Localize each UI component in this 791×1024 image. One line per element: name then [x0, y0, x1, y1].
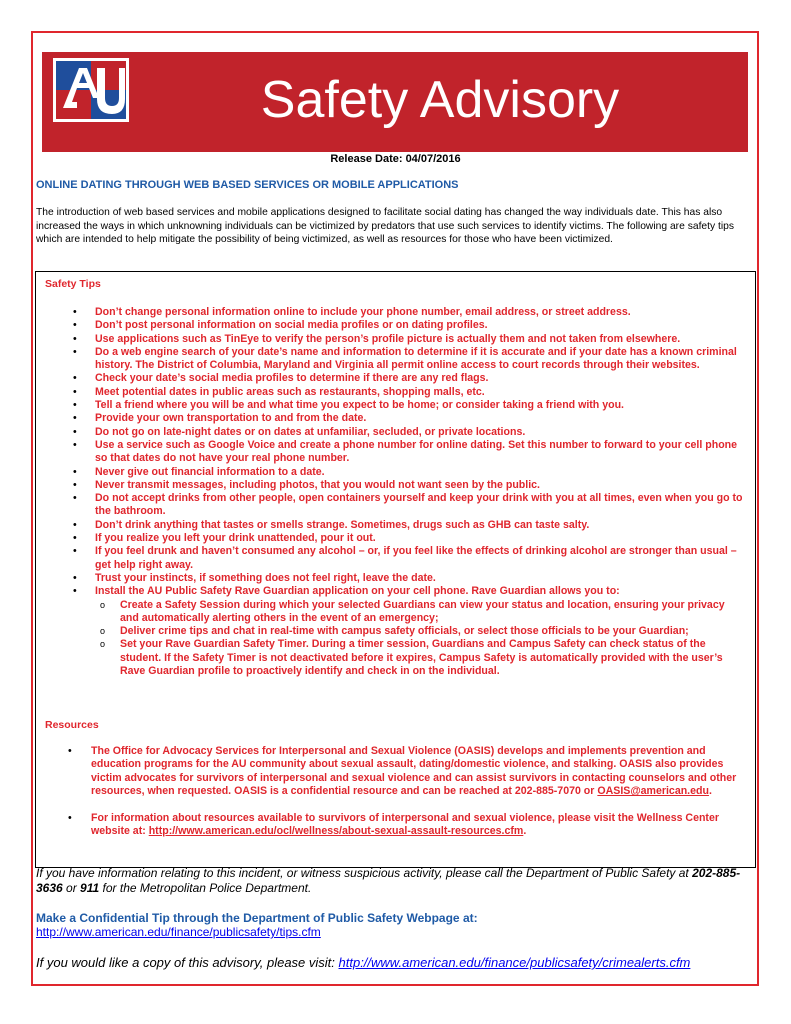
sub-list-item: o Set your Rave Guardian Safety Timer. During a timer session, Guardians and Campus Safety can check status of the student. If the Safety Timer is not deactivated before it expires, Campus Safety is automatically provided with the user’s Rave Guardian profile to proactively identify and check in on the individual. — [100, 638, 723, 678]
intro-paragraph: The introduction of web based services and mobile applications designed to facilitate social dating has changed the way individuals date. This has also increased the ways in which unknowning individuals can be victimized by predators that use such services to identify victims. The following are safety tips which are intended to help mitigate the possibility of being victimized, as well as resources for those who have been victimized. — [36, 207, 735, 245]
oasis-email-link[interactable]: OASIS@american.edu — [597, 785, 709, 798]
list-item: • Never give out financial information to a date. — [73, 465, 325, 478]
list-item: • Trust your instincts, if something does not feel right, leave the date. — [73, 571, 436, 584]
list-item: • Check your date’s social media profiles to determine if there are any red flags. — [73, 372, 489, 385]
bullet-icon: • — [73, 465, 77, 478]
list-item: • Never transmit messages, including photos, that you would not want seen by the public. — [73, 478, 540, 491]
safety-tips-title: Safety Tips — [45, 278, 101, 290]
bullet-icon: • — [68, 811, 72, 824]
bullet-icon: • — [73, 518, 77, 531]
bullet-icon: • — [73, 372, 77, 385]
advisory-title: Safety Advisory — [260, 71, 620, 129]
confidential-tip-heading: Make a Confidential Tip through the Department of Public Safety Webpage at: — [36, 911, 478, 925]
circle-bullet-icon: o — [100, 599, 106, 610]
bullet-icon: • — [73, 345, 77, 358]
list-item: • Tell a friend where you will be and what time you expect to be home; or consider taking a friend with you. — [73, 399, 624, 412]
release-date: Release Date: 04/07/2016 — [330, 153, 461, 165]
circle-bullet-icon: o — [100, 639, 106, 650]
au-logo — [53, 58, 129, 122]
tips-link[interactable]: http://www.american.edu/finance/publicsafety/tips.cfm — [36, 925, 321, 939]
list-item: • If you realize you left your drink unattended, pour it out. — [73, 532, 376, 545]
advisory-heading: ONLINE DATING THROUGH WEB BASED SERVICES OR MOBILE APPLICATIONS — [36, 179, 459, 191]
list-item: • If you feel drunk and haven’t consumed any alcohol – or, if you feel like the effects of drinking alcohol are stronger than usual – get help right away. — [73, 545, 737, 571]
bullet-icon: • — [73, 571, 77, 584]
bullet-icon: • — [68, 745, 72, 757]
list-item: • Install the AU Public Safety Rave Guardian application on your cell phone. Rave Guardian allows you to: o Create a Safety Session during which your selected Guardians can view your status and location, ensuring your privacy and automatically alerting others in the event of an emergency; o Deliver crime tips and chat in real-time with campus safety officials, or select those officials to be your Guardian; o Set your Rave Guardian Safety Timer. During a timer session, Guardians and Campus Safety can check status of the student. If the Safety Timer is not deactivated before it expires, Campus Safety is automatically provided with the user’s Rave Guardian profile to proactively identify and check in on the individual. — [58, 585, 746, 678]
emergency-number: 911 — [80, 881, 100, 895]
bullet-icon: • — [73, 412, 77, 425]
bullet-icon: • — [73, 306, 77, 318]
bullet-icon: • — [73, 492, 77, 505]
resources-title: Resources — [45, 719, 99, 731]
sub-list-item: o Create a Safety Session during which your selected Guardians can view your status and location, ensuring your privacy and automatically alerting others in the event of an emergency; — [100, 598, 725, 624]
safety-tips-list — [58, 306, 746, 678]
bullet-icon: • — [73, 399, 77, 412]
contact-info: If you have information relating to this incident, or witness suspicious activity, please call the Department of Public Safety at 202-885-3636 or 911 for the Metropolitan Police Department. — [36, 866, 741, 895]
bullet-icon: • — [73, 532, 77, 545]
list-item: • Provide your own transportation to and from the date. — [73, 412, 367, 425]
bullet-icon: • — [73, 478, 77, 491]
bullet-icon: • — [73, 385, 77, 398]
copy-advisory-line: If you would like a copy of this advisory, please visit: http://www.american.edu/finance/publicsafety/crimealerts.cfm — [36, 955, 691, 970]
list-item: • Use applications such as TinEye to verify the person’s profile picture is actually them and not taken from elsewhere. — [73, 332, 681, 345]
sub-list-item: o Deliver crime tips and chat in real-time with campus safety officials, or select those officials to be your Guardian; — [100, 625, 689, 638]
wellness-center-link[interactable]: http://www.american.edu/ocl/wellness/about-sexual-assault-resources.cfm — [148, 825, 524, 838]
bullet-icon: • — [73, 585, 77, 598]
list-item: • Don’t post personal information on social media profiles or on dating profiles. — [73, 319, 488, 332]
list-item: • Use a service such as Google Voice and create a phone number for online dating. Set this number to forward to your cell phone so that dates do not have your real phone number. — [73, 438, 738, 465]
list-item: • Don’t drink anything that tastes or smells strange. Sometimes, drugs such as GHB can taste salty. — [73, 518, 590, 531]
list-item: • The Office for Advocacy Services for Interpersonal and Sexual Violence (OASIS) develops and implements prevention and education programs for the AU community about sexual assault, dating/domestic violence, and stalking. OASIS also provides victim advocates for survivors of interpersonal and sexual violence and can assist survivors in contacting counselors and other resources, when requested. OASIS is a confidential resource and can be reached at 202-885-7070 or OASIS@american.edu. — [68, 745, 737, 798]
list-item: • Do not go on late-night dates or on dates at unfamiliar, secluded, or private locations. — [73, 425, 526, 438]
crime-alerts-link[interactable]: http://www.american.edu/finance/publicsafety/crimealerts.cfm — [338, 955, 691, 970]
list-item: • Don’t change personal information online to include your phone number, email address, or street address. — [73, 306, 631, 318]
bullet-icon: • — [73, 425, 77, 438]
bullet-icon: • — [73, 319, 77, 332]
list-item: • Meet potential dates in public areas such as restaurants, shopping malls, etc. — [73, 385, 485, 398]
rave-guardian-sublist — [95, 599, 746, 679]
list-item: • Do not accept drinks from other people, open containers yourself and keep your drink with you at all times, even when you go to the bathroom. — [73, 492, 743, 518]
bullet-icon: • — [73, 545, 77, 558]
public-safety-phone: 202-885-3636 — [36, 866, 741, 895]
circle-bullet-icon: o — [100, 626, 106, 637]
resources-list — [58, 745, 746, 838]
list-item: • Do a web engine search of your date’s name and information to determine if it is accurate and if your date has a known criminal history. The District of Columbia, Maryland and Virginia all permit online access to court records through their websites. — [73, 345, 737, 372]
bullet-icon: • — [73, 438, 77, 451]
list-item: • For information about resources available to survivors of interpersonal and sexual violence, please visit the Wellness Center website at: http://www.american.edu/ocl/wellness/about-sexual-assault-resources.cfm. — [68, 811, 719, 838]
bullet-icon: • — [73, 332, 77, 345]
